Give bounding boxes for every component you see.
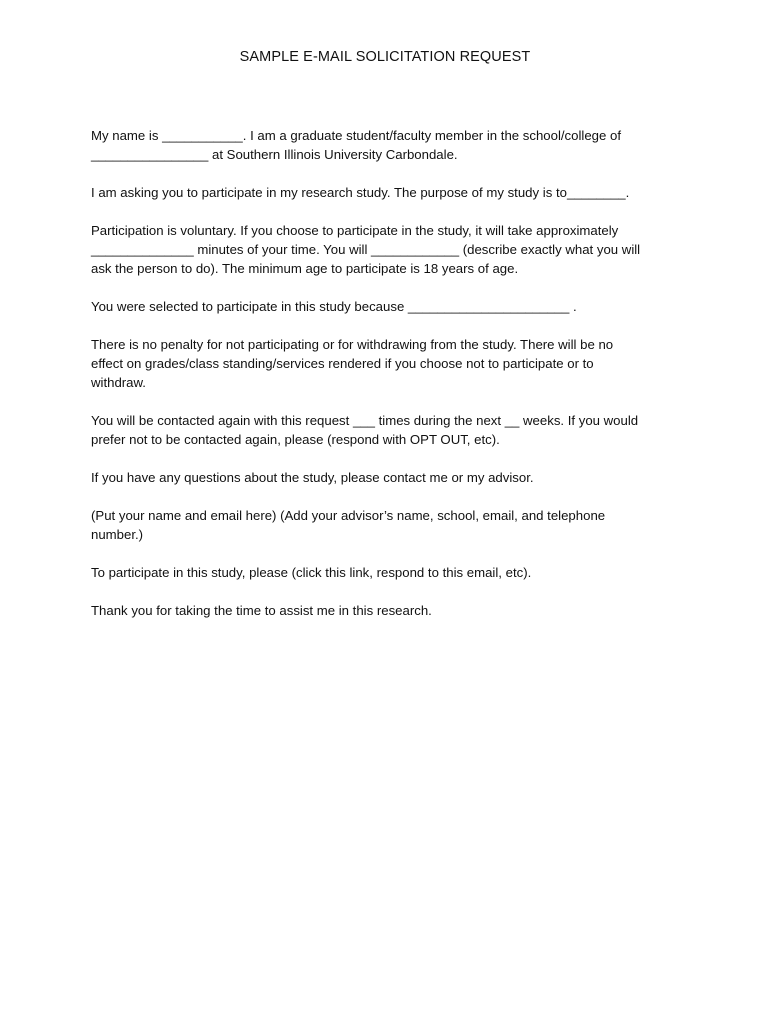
paragraph-how-to-participate (91, 563, 691, 582)
paragraph-line: number.) (91, 527, 144, 542)
paragraph-selection (91, 297, 691, 316)
paragraph-line: ______________ minutes of your time. You will ____________ (describe exactly what you will (91, 242, 641, 257)
paragraph-line: My name is ___________. I am a graduate student/faculty member in the school/college of (91, 128, 622, 143)
paragraph-no-penalty (91, 335, 691, 392)
paragraph-line: I am asking you to participate in my research study. The purpose of my study is to________. (91, 185, 630, 200)
paragraph-contact-details (91, 506, 691, 544)
paragraph-line: Participation is voluntary. If you choose to participate in the study, it will take approximately (91, 223, 619, 238)
paragraph-line: Thank you for taking the time to assist me in this research. (91, 603, 432, 618)
paragraph-participation (91, 221, 691, 278)
paragraph-line: effect on grades/class standing/services rendered if you choose not to participate or to (91, 356, 594, 371)
paragraph-questions (91, 468, 691, 487)
paragraph-line: To participate in this study, please (click this link, respond to this email, etc). (91, 565, 532, 580)
document-title: SAMPLE E-MAIL SOLICITATION REQUEST (239, 49, 531, 65)
paragraph-line: There is no penalty for not participating or for withdrawing from the study. There will be no (91, 337, 614, 352)
paragraph-line: (Put your name and email here) (Add your advisor’s name, school, email, and telephone (91, 508, 606, 523)
paragraph-line: If you have any questions about the study, please contact me or my advisor. (91, 470, 534, 485)
paragraph-line: You were selected to participate in this study because ______________________ . (91, 299, 577, 314)
paragraph-contact-frequency (91, 411, 691, 449)
paragraph-line: prefer not to be contacted again, please (respond with OPT OUT, etc). (91, 432, 500, 447)
paragraph-purpose (91, 183, 691, 202)
paragraph-thank-you (91, 601, 691, 620)
paragraph-line: You will be contacted again with this request ___ times during the next __ weeks. If you would (91, 413, 639, 428)
paragraph-line: withdraw. (91, 375, 146, 390)
document-body (91, 126, 691, 639)
paragraph-introduction (91, 126, 691, 164)
paragraph-line: ask the person to do). The minimum age to participate is 18 years of age. (91, 261, 519, 276)
paragraph-line: ________________ at Southern Illinois University Carbondale. (91, 147, 458, 162)
